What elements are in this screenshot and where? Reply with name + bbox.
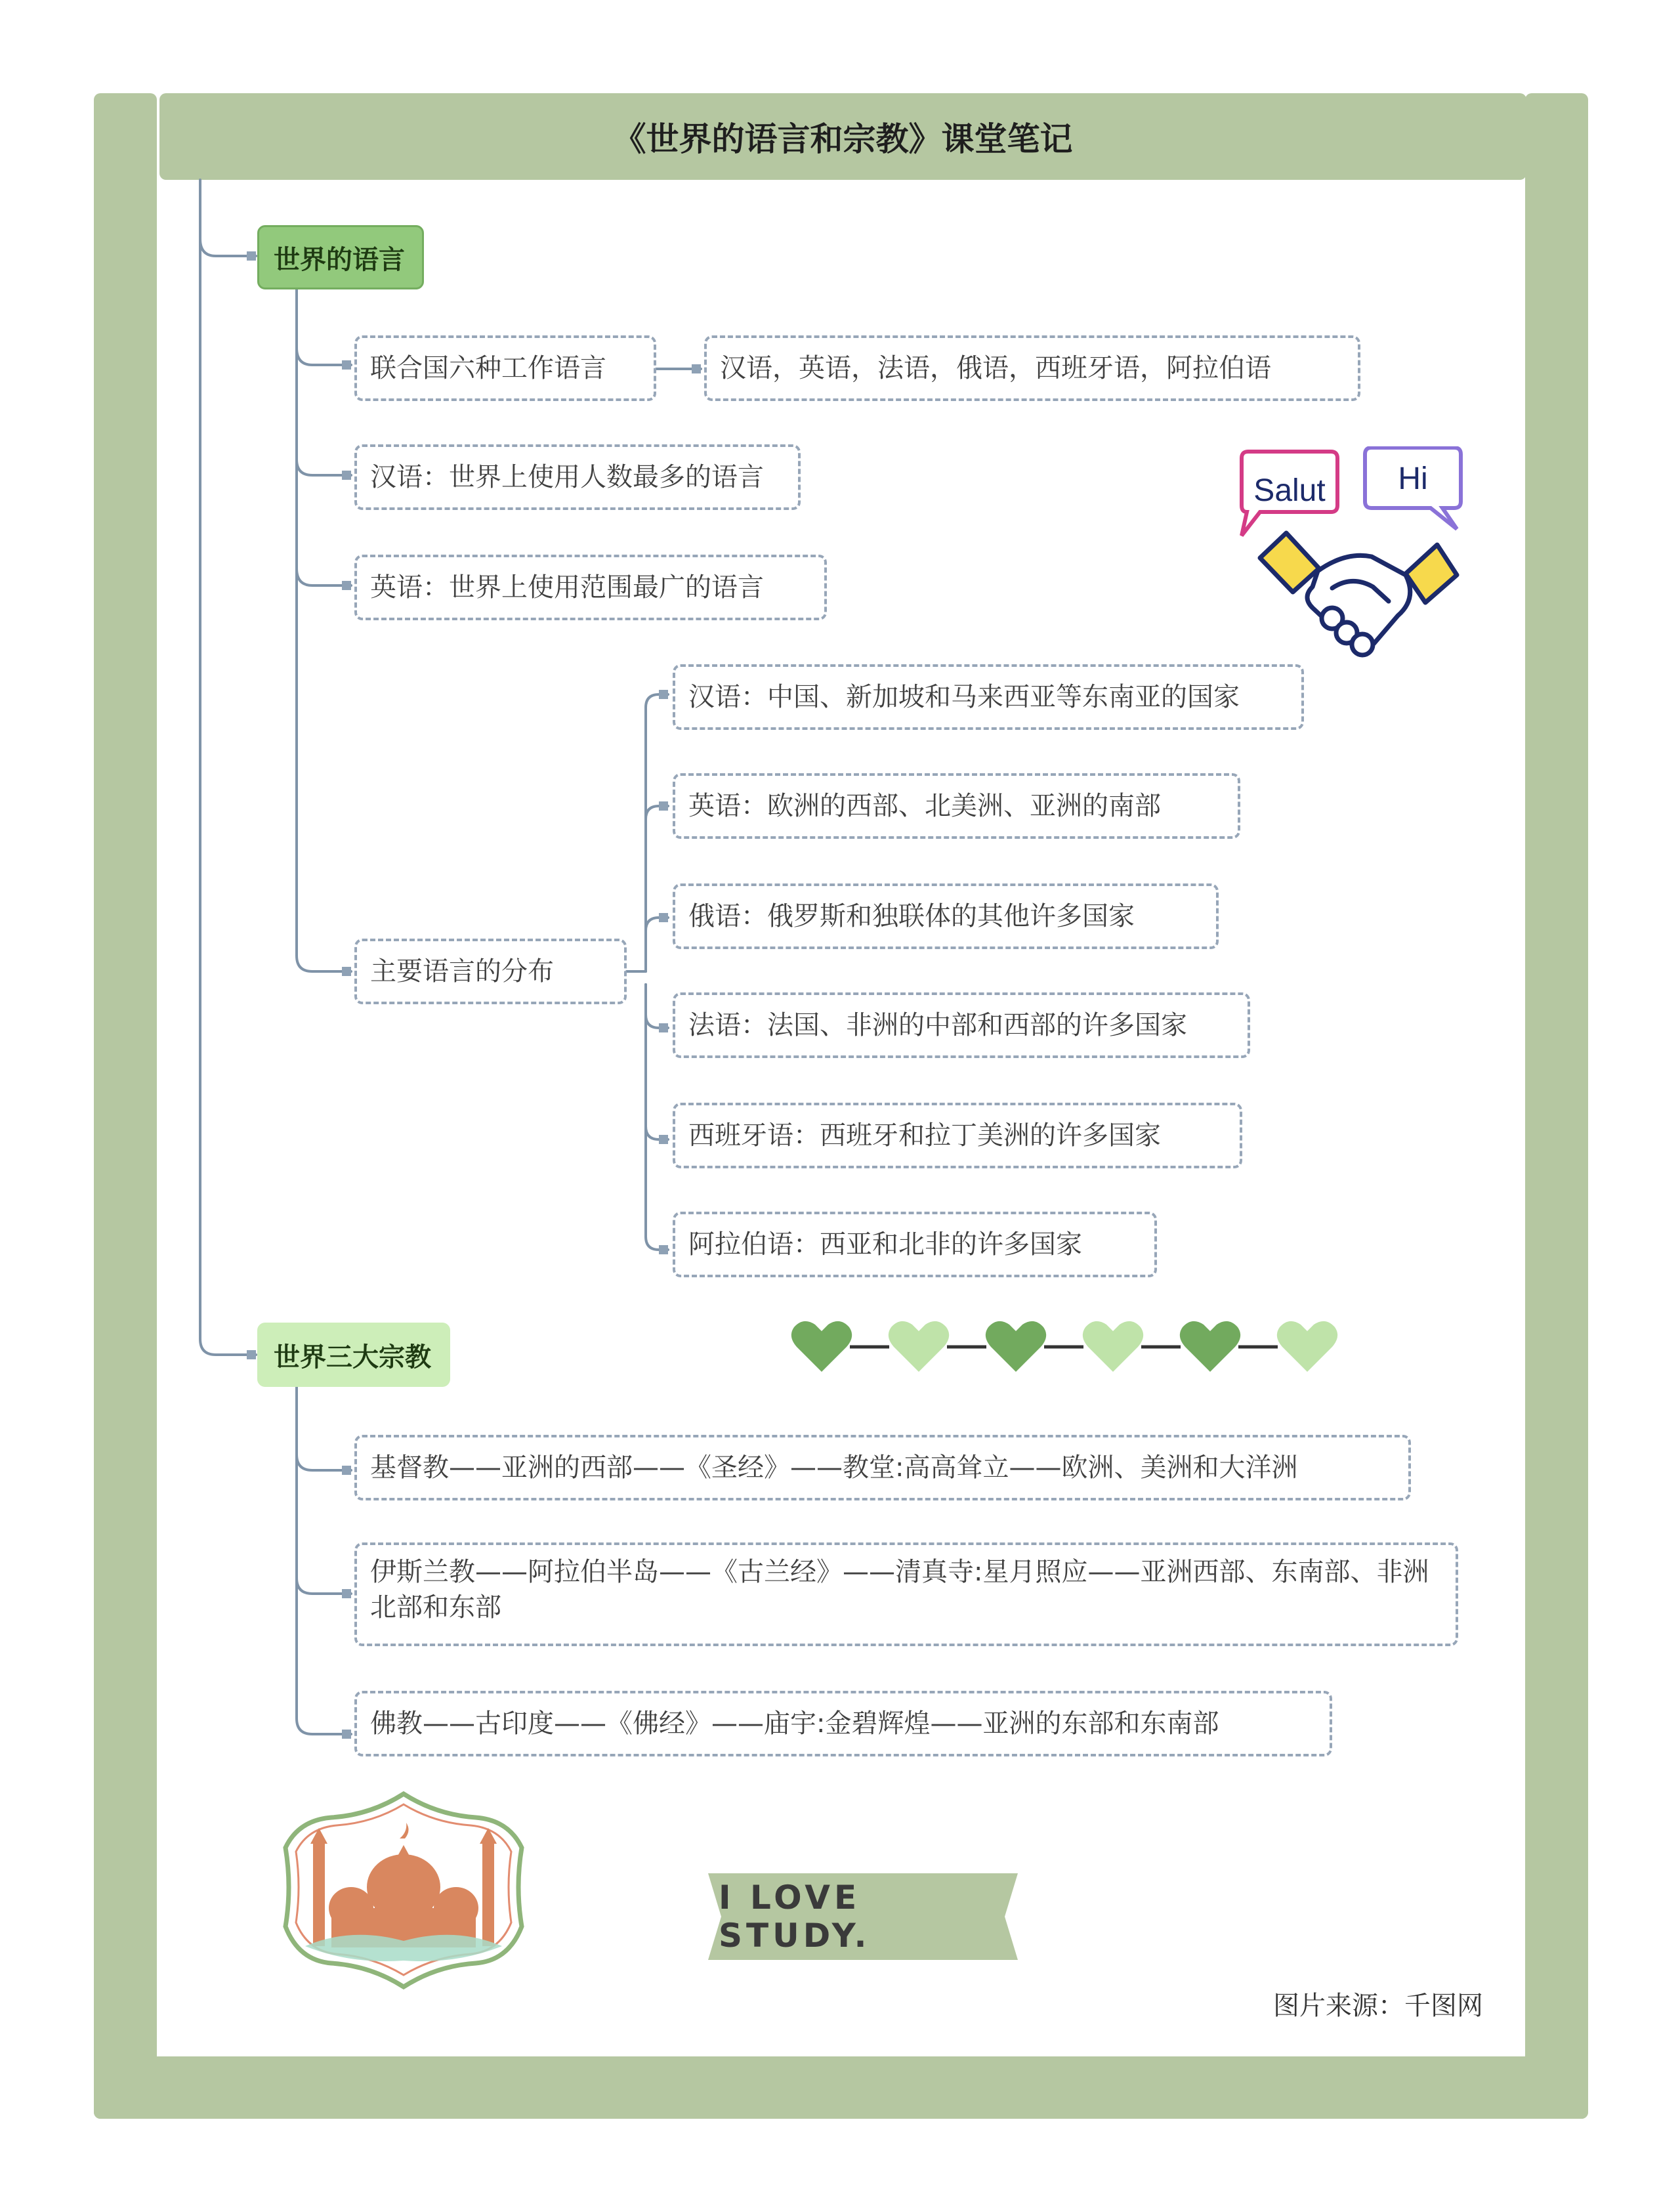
node-dist-russian[interactable]: 俄语：俄罗斯和独联体的其他许多国家 (673, 883, 1219, 949)
connector-dist-1 (646, 694, 668, 971)
connector-dist-2 (646, 806, 668, 958)
connector-lang-distribution (297, 289, 351, 971)
bubble-hi: Hi (1398, 461, 1428, 496)
node-buddhism[interactable]: 佛教——古印度——《佛经》——庙宇:金碧辉煌——亚洲的东部和东南部 (354, 1691, 1332, 1756)
love-study-text: I LOVE STUDY. (719, 1879, 871, 1955)
hearts-decoration (788, 1313, 1345, 1378)
mosque-illustration (259, 1789, 548, 1992)
node-un-languages-value[interactable]: 汉语，英语，法语，俄语，西班牙语，阿拉伯语 (704, 335, 1360, 401)
node-distribution[interactable]: 主要语言的分布 (354, 939, 627, 1004)
node-dist-english[interactable]: 英语：欧洲的西部、北美洲、亚洲的南部 (673, 773, 1240, 839)
connector-root-religions (200, 180, 256, 1355)
connector-dist-4 (646, 985, 668, 1028)
connector-rel-3 (297, 1386, 351, 1734)
node-dist-arabic[interactable]: 阿拉伯语：西亚和北非的许多国家 (673, 1212, 1157, 1277)
connector-dist-5 (646, 985, 668, 1139)
node-chinese[interactable]: 汉语：世界上使用人数最多的语言 (354, 444, 801, 510)
node-dist-french[interactable]: 法语：法国、非洲的中部和西部的许多国家 (673, 992, 1250, 1058)
topic-religions[interactable]: 世界三大宗教 (257, 1323, 450, 1387)
node-english[interactable]: 英语：世界上使用范围最广的语言 (354, 555, 827, 620)
image-source-credit: 图片来源：千图网 (1273, 1990, 1483, 2021)
bubble-salut: Salut (1253, 473, 1326, 508)
node-christianity[interactable]: 基督教——亚洲的西部——《圣经》——教堂:高高耸立——欧洲、美洲和大洋洲 (354, 1435, 1411, 1500)
node-un-languages[interactable]: 联合国六种工作语言 (354, 335, 656, 401)
node-islam[interactable]: 伊斯兰教——阿拉伯半岛——《古兰经》——清真寺:星月照应——亚洲西部、东南部、非洲北部和东部 (354, 1542, 1458, 1646)
connector-dist-3 (646, 918, 668, 958)
topic-languages[interactable]: 世界的语言 (257, 225, 424, 289)
node-dist-spanish[interactable]: 西班牙语：西班牙和拉丁美洲的许多国家 (673, 1103, 1242, 1168)
node-dist-chinese[interactable]: 汉语：中国、新加坡和马来西亚等东南亚的国家 (673, 664, 1304, 730)
page-title: 《世界的语言和宗教》课堂笔记 (159, 93, 1526, 180)
